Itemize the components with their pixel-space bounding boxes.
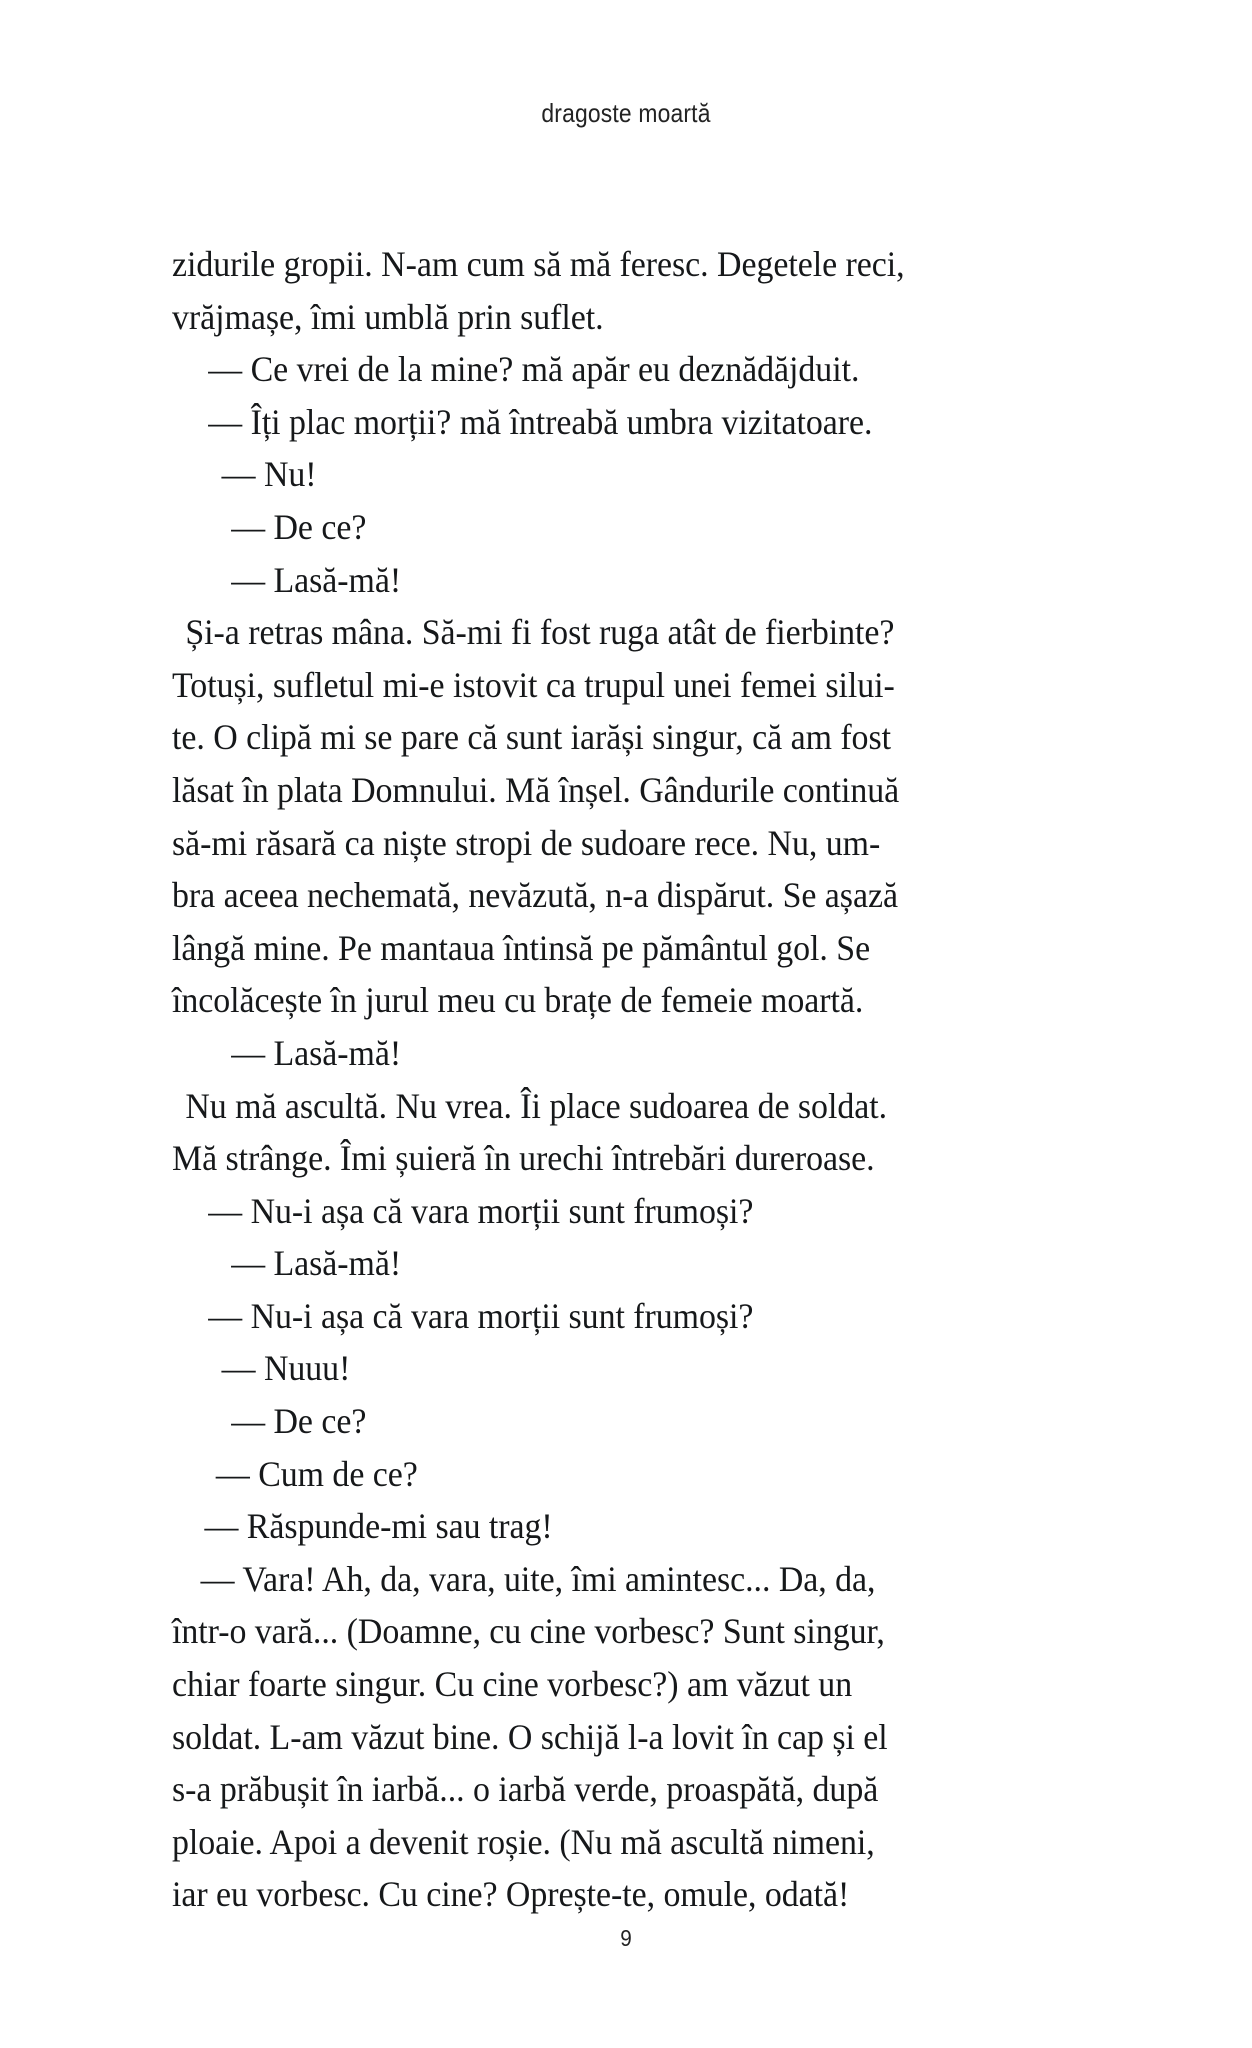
- body-text-block: [172, 238, 1084, 1921]
- body-line: zidurile gropii. N-am cum să mă feresc. Degetele reci,: [172, 244, 905, 284]
- body-line: — De ce?: [231, 506, 367, 547]
- body-line: chiar foarte singur. Cu cine vorbesc?) am văzut un: [172, 1664, 853, 1705]
- body-line: Nu mă ascultă. Nu vrea. Îi place sudoarea de soldat.: [185, 1085, 888, 1126]
- body-line: — Lasă-mă!: [231, 1032, 402, 1073]
- body-line: Și-a retras mâna. Să-mi fi fost ruga atât de fierbinte?: [185, 612, 895, 653]
- page-number: 9: [620, 1925, 632, 1951]
- body-line: — Vara! Ah, da, vara, uite, îmi amintesc... Da, da,: [200, 1558, 876, 1599]
- body-line: — Nu-i așa că vara morții sunt frumoși?: [208, 1295, 754, 1336]
- body-line: să-mi răsară ca niște stropi de sudoare rece. Nu, um-: [172, 822, 881, 863]
- body-line: lângă mine. Pe mantaua întinsă pe pământul gol. Se: [172, 927, 871, 968]
- body-line: într-o vară... (Doamne, cu cine vorbesc? Sunt singur,: [172, 1611, 885, 1652]
- body-line: — Răspunde-mi sau trag!: [204, 1506, 553, 1547]
- body-line: iar eu vorbesc. Cu cine? Oprește-te, omule, odată!: [172, 1874, 850, 1915]
- body-line: Totuși, sufletul mi-e istovit ca trupul unei femei silui-: [172, 664, 895, 705]
- body-line: vrăjmașe, îmi umblă prin suflet.: [172, 296, 604, 337]
- body-line: soldat. L-am văzut bine. O schijă l-a lovit în cap și el: [172, 1716, 888, 1757]
- body-line: lăsat în plata Domnului. Mă înșel. Gândurile continuă: [172, 769, 900, 810]
- body-line: s-a prăbușit în iarbă... o iarbă verde, proaspătă, după: [172, 1769, 879, 1810]
- body-line: — Nu!: [221, 454, 317, 495]
- running-header: dragoste moartă: [541, 98, 711, 128]
- body-line: — Cum de ce?: [215, 1453, 418, 1494]
- body-line: — Lasă-mă!: [231, 1243, 402, 1284]
- body-line: — Ce vrei de la mine? mă apăr eu deznădăjduit.: [208, 349, 860, 390]
- body-line: te. O clipă mi se pare că sunt iarăși singur, că am fost: [172, 717, 891, 758]
- body-line: — Îți plac morții? mă întreabă umbra vizitatoare.: [208, 401, 873, 442]
- body-line: — Lasă-mă!: [231, 559, 402, 600]
- body-line: — De ce?: [231, 1401, 367, 1442]
- body-line: Mă strânge. Îmi șuieră în urechi întrebări dureroase.: [172, 1138, 875, 1179]
- body-line: bra aceea nechemată, nevăzută, n-a dispărut. Se așază: [172, 875, 898, 916]
- body-line: încolăcește în jurul meu cu brațe de femeie moartă.: [172, 980, 864, 1021]
- body-line: — Nuuu!: [221, 1348, 351, 1389]
- body-line: — Nu-i așa că vara morții sunt frumoși?: [208, 1190, 754, 1231]
- body-line: ploaie. Apoi a devenit roșie. (Nu mă ascultă nimeni,: [172, 1821, 875, 1862]
